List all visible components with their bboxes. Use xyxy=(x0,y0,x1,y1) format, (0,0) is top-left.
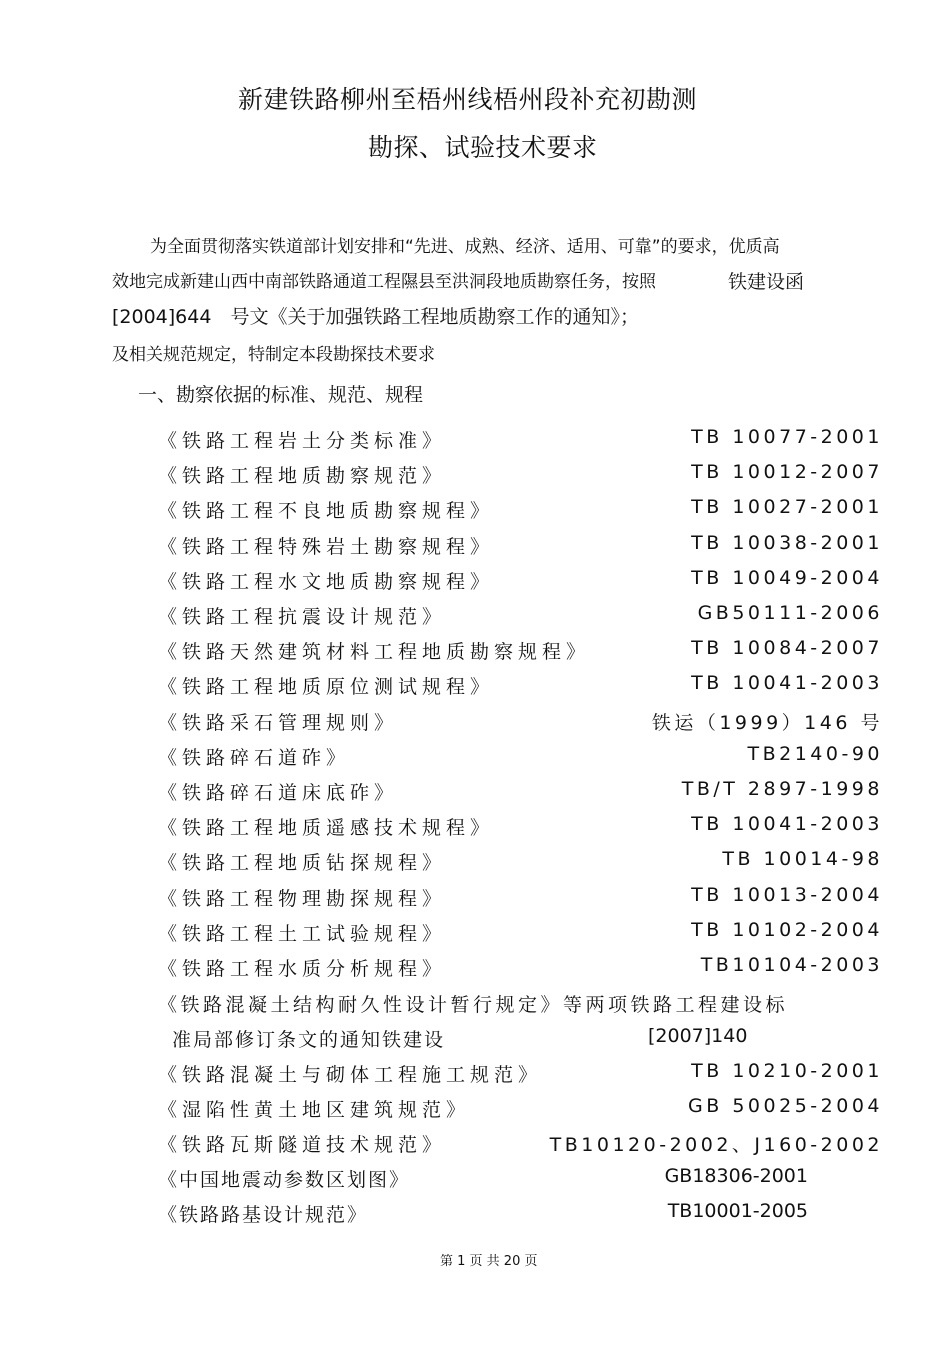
standard-name: 《铁路碎石道砟》 xyxy=(158,746,351,769)
standard-name: 《铁路采石管理规则》 xyxy=(158,711,399,734)
standard-name: 《铁路工程地质勘察规范》 xyxy=(158,465,447,488)
standard-code: TB 10038-2001 xyxy=(691,531,883,554)
standard-code: TB2140-90 xyxy=(747,742,883,765)
intro-line1: 为全面贯彻落实铁道部计划安排和“先进、成熟、经济、适用、可靠”的要求，优质高 xyxy=(150,237,780,257)
standard-name: 《湿陷性黄土地区建筑规范》 xyxy=(158,1099,471,1122)
intro-line3: [2004]644 号文《关于加强铁路工程地质勘察工作的通知》； xyxy=(112,306,639,328)
standard-name: 《铁路碎石道床底砟》 xyxy=(158,782,399,804)
standard-code: TB 10049-2004 xyxy=(691,566,883,589)
document-title-line1: 新建铁路柳州至梧州线梧州段补充初勘测 xyxy=(238,85,698,114)
document-title-line2: 勘探、试验技术要求 xyxy=(368,133,598,162)
standard-name: 《铁路工程地质钻探规程》 xyxy=(158,852,447,875)
standard-code: TB10001-2005 xyxy=(667,1200,808,1222)
standard-code: TB 10084-2007 xyxy=(691,637,883,660)
special-line1: 《铁路混凝土结构耐久性设计暂行规定》等两项铁路工程建设标 xyxy=(158,994,789,1016)
standard-name: 《铁路路基设计规范》 xyxy=(158,1204,369,1226)
page-footer: 第 1 页 共 20 页 xyxy=(440,1254,538,1269)
standard-code: TB 10102-2004 xyxy=(691,918,883,941)
standard-code: TB 10041-2003 xyxy=(691,672,883,695)
intro-line2a: 效地完成新建山西中南部铁路通道工程隰县至洪洞段地质勘察任务，按照 xyxy=(112,272,656,292)
standard-code: TB10120-2002、J160-2002 xyxy=(549,1134,883,1157)
section1-heading: 一、勘察依据的标准、规范、规程 xyxy=(138,384,424,406)
standard-name: 《中国地震动参数区划图》 xyxy=(158,1169,411,1191)
standard-name: 《铁路工程地质遥感技术规程》 xyxy=(158,817,495,840)
special-code: [2007]140 xyxy=(648,1025,748,1047)
standard-code: TB 10041-2003 xyxy=(691,813,883,836)
standard-code: GB18306-2001 xyxy=(664,1165,808,1187)
standard-name: 《铁路工程特殊岩土勘察规程》 xyxy=(158,535,495,558)
standard-code: TB 10210-2001 xyxy=(691,1060,883,1082)
standard-name: 《铁路工程不良地质勘察规程》 xyxy=(158,500,495,523)
standard-code: TB 10077-2001 xyxy=(691,426,883,448)
standard-code: 铁运（1999）146 号 xyxy=(651,711,883,734)
standard-name: 《铁路工程岩土分类标准》 xyxy=(158,430,447,452)
standard-name: 《铁路工程土工试验规程》 xyxy=(158,922,447,945)
intro-line2b: 铁建设函 xyxy=(728,271,805,293)
standard-code: TB 10014-98 xyxy=(722,848,883,871)
standard-code: TB 10012-2007 xyxy=(691,461,883,484)
standard-code: TB 10013-2004 xyxy=(691,883,883,906)
standard-code: TB10104-2003 xyxy=(700,954,883,976)
standard-name: 《铁路天然建筑材料工程地质勘察规程》 xyxy=(158,641,591,664)
standard-name: 《铁路瓦斯隧道技术规范》 xyxy=(158,1134,447,1157)
standard-name: 《铁路工程水文地质勘察规程》 xyxy=(158,570,495,593)
standard-name: 《铁路工程抗震设计规范》 xyxy=(158,606,447,628)
standard-code: GB50111-2006 xyxy=(697,602,883,624)
special-line2: 准局部修订条文的通知铁建设 xyxy=(172,1029,446,1051)
standard-name: 《铁路工程物理勘探规程》 xyxy=(158,887,447,910)
standard-code: TB/T 2897-1998 xyxy=(681,778,883,800)
standard-code: TB 10027-2001 xyxy=(691,496,883,519)
standard-code: GB 50025-2004 xyxy=(688,1095,883,1118)
intro-line4: 及相关规范规定，特制定本段勘探技术要求 xyxy=(112,345,435,365)
standard-name: 《铁路工程水质分析规程》 xyxy=(158,958,447,980)
standard-name: 《铁路混凝土与砌体工程施工规范》 xyxy=(158,1064,543,1086)
standard-name: 《铁路工程地质原位测试规程》 xyxy=(158,676,495,699)
